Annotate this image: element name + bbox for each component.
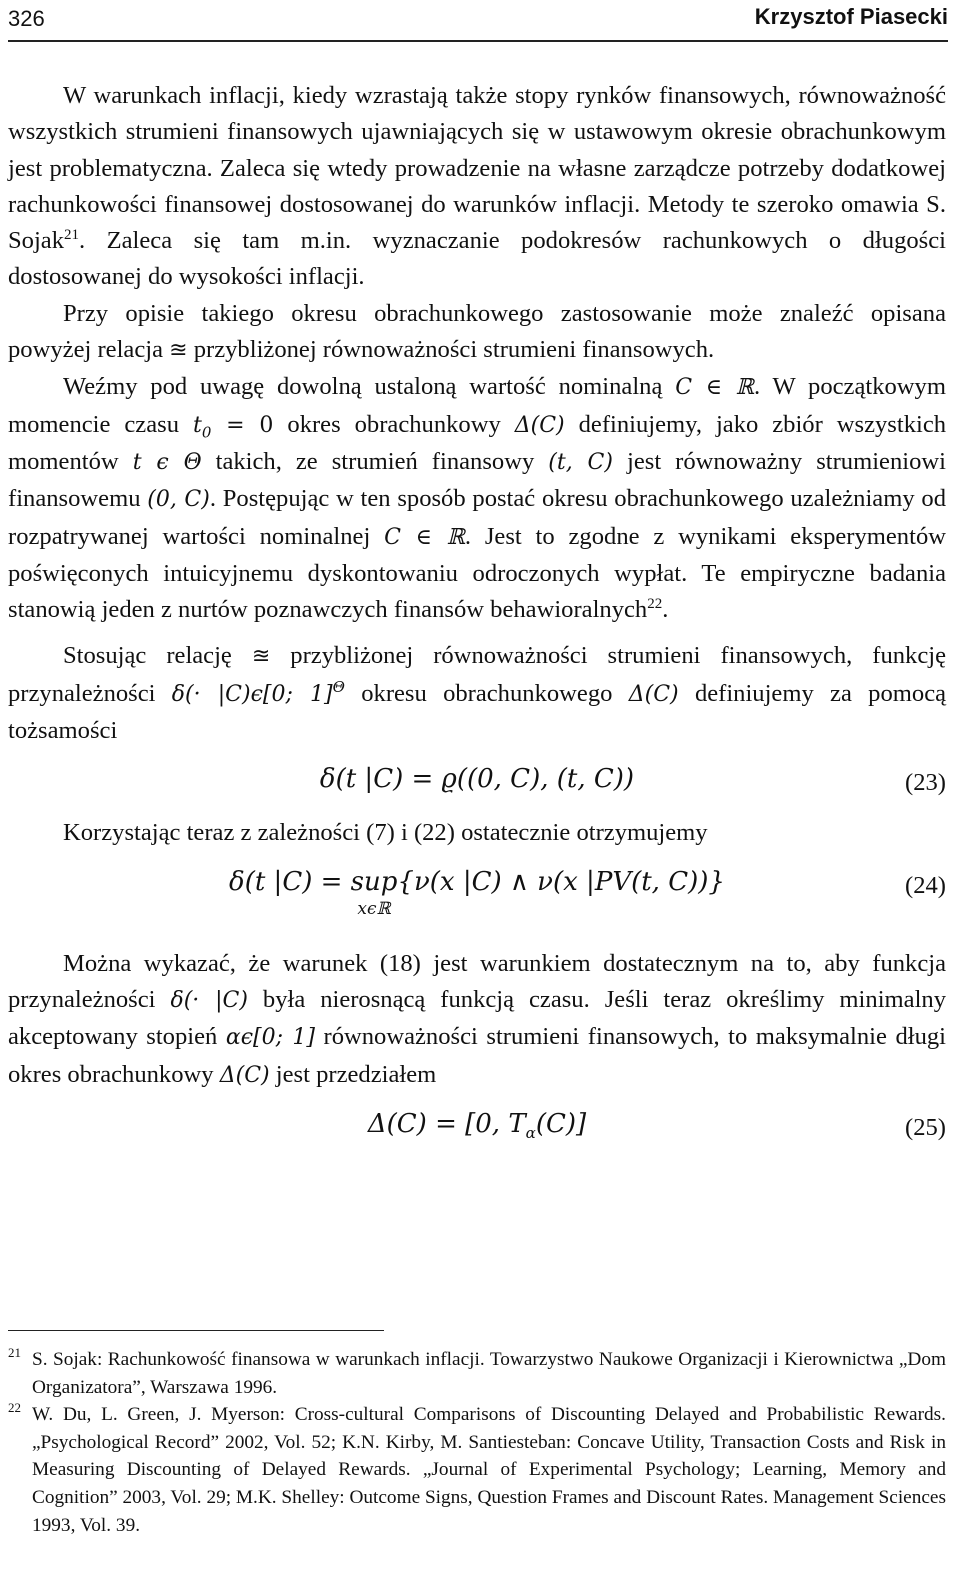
paragraph-conclusion [8,815,946,851]
text: Stosując relację [63,642,232,670]
footnote-21 [8,1346,946,1401]
text: . Jest to zgodne z wynikami eksperymentów poświęconych intuicyjnemu dyskontowaniu odroczonych wypłat. Te empiryczne badania stanowią jeden z nurtów poznawczych finansów behawioralnych [8,522,946,624]
math-rest: = 0 [211,412,274,438]
math-inline: δ(· |C) [170,987,248,1013]
text: . Zaleca się tam m.in. wyznaczanie podokresów rachunkowych o długości dostosowanej do wysokości inflacji. [8,227,946,291]
text: definiujemy za pomocą tożsamości [8,679,947,745]
equation-lhs: δ(t |C) = [229,866,351,897]
footnotes [8,1346,946,1539]
paragraph-nonincreasing [8,946,946,1094]
equation-lhs: Δ(C) = [0, T [367,1108,526,1139]
paragraph-membership [8,638,946,749]
footnote-22 [8,1401,946,1539]
running-head-author: Krzysztof Piasecki [754,4,948,29]
footnote-text: S. Sojak: Rachunkowość finansowa w warunkach inflacji. Towarzystwo Naukowe Organizacji i Kierownictwa „Dom Organizatora”, Warszawa 1996. [32,1349,946,1398]
equation-expression [8,864,946,918]
text: W warunkach inflacji, kiedy wzrastają także stopy rynków finansowych, równoważność wszystkich strumieni finansowych ujawniających się w ustawowym okresie obrachunkowym jest problematyczna. Zaleca się wtedy prowadzenie na własne zarządcze potrzeby dodatkowej rachunkowości finansowej dostosowanej do warunków inflacji. Metody te szeroko omawia S. Sojak [8,82,946,255]
footnote-mark: 22 [8,1400,21,1416]
math-inline: Δ(C) [219,1062,270,1088]
math-inline: Δ(C) [514,412,565,438]
page-number: 326 [8,6,45,31]
text: Przy opisie takiego okresu obrachunkowego zastosowanie może znaleźć opisana powyżej relacja [8,299,946,364]
math-inline: C ∈ ℝ [675,375,754,401]
footnote-text: W. Du, L. Green, J. Myerson: Cross-cultural Comparisons of Discounting Delayed and Probabilistic Rewards. „Psychological Record” 2002, Vol. 52; K.N. Kirby, M. Santiesteban: Concave Utility, Transaction Costs and Risk in Measuring Discounting of Delayed Rewards. „Journal of Experimental Psychology; Learning, Memory and Cognition” 2003, Vol. 29; M.K. Shelley: Outcome Signs, Question Frames and Discount Rates. Management Sciences 1993, Vol. 39. [32,1404,946,1536]
text: Korzystając teraz z zależności (7) i (22) ostatecznie otrzymujemy [63,819,708,847]
equation-25 [8,1096,946,1158]
text: Weźmy pod uwagę dowolną ustaloną wartość nominalną [63,373,663,401]
text: . [662,596,669,624]
math-inline: C ∈ ℝ [384,524,465,550]
math-inline [192,412,274,442]
text: przybliżonej równoważności strumieni finansowych, funkcję przynależności [8,642,946,707]
paragraph-relation [8,296,946,370]
equation-23 [8,751,946,813]
supremum-operator [351,864,398,918]
text: była nierosnącą funkcją czasu. Jeśli teraz określimy minimalny akceptowany stopień [8,985,946,1051]
math-inline [171,677,345,707]
equation-24 [8,854,946,944]
math-inline: (t, C) [548,449,613,475]
text: definiujemy, jako zbiór wszystkich momentów [8,410,947,475]
text: okres obrachunkowy [287,410,501,438]
equation-rhs: (C)] [535,1108,587,1139]
equation-expression: δ(t |C) = ϱ((0, C), (t, C)) [319,764,635,795]
math-superscript: Θ [332,677,345,696]
paragraph-definition [8,369,946,628]
text: okresu obrachunkowego [361,679,613,707]
text: równoważności strumieni finansowych, to maksymalnie długi okres obrachunkowy [8,1023,946,1088]
footnote-separator [8,1330,384,1331]
paragraph-inflation [8,78,946,296]
equation-number: (24) [905,871,946,899]
running-head [8,0,948,42]
text: Można wykazać, że warunek (18) jest warunkiem dostatecznym na to, aby funkcja przynależności [8,949,946,1013]
footnote-mark: 21 [8,1345,21,1360]
footnote-ref-22[interactable]: 22 [647,596,663,613]
text: jest równoważny strumieniowi finansowemu [8,447,946,513]
equation-subscript: α [525,1124,536,1143]
math-inline: t ϵ Θ [132,449,202,475]
math-subscript: 0 [201,423,212,442]
sup-subscript: xϵℝ [357,898,391,919]
equation-expression [8,1106,946,1142]
math-inline: αϵ[0; 1] [225,1025,315,1051]
body-text [8,78,946,1160]
approx-equivalence-symbol: ≊ [251,644,271,670]
text: . Postępując w ten sposób postać okresu obrachunkowego uzależniamy od rozpatrywanej wartości nominalnej [8,485,946,550]
math-main: δ(· |C)ϵ[0; 1] [171,681,333,707]
text: . W początkowym momencie czasu [8,373,946,438]
text: jest przedziałem [275,1060,437,1088]
equation-number: (25) [905,1113,946,1141]
sup-label: sup [350,866,398,897]
equation-rhs: {ν(x |C) ∧ ν(x |PV(t, C))} [397,866,725,897]
math-var: t [192,412,202,438]
footnote-ref-21[interactable]: 21 [64,227,80,244]
math-inline: Δ(C) [628,681,679,707]
text: takich, ze strumień finansowy [215,447,535,475]
equation-number: (23) [905,769,946,797]
math-inline: (0, C) [147,487,210,513]
text: przybliżonej równoważności strumieni finansowych. [193,336,715,364]
approx-equivalence-symbol: ≊ [169,338,188,364]
